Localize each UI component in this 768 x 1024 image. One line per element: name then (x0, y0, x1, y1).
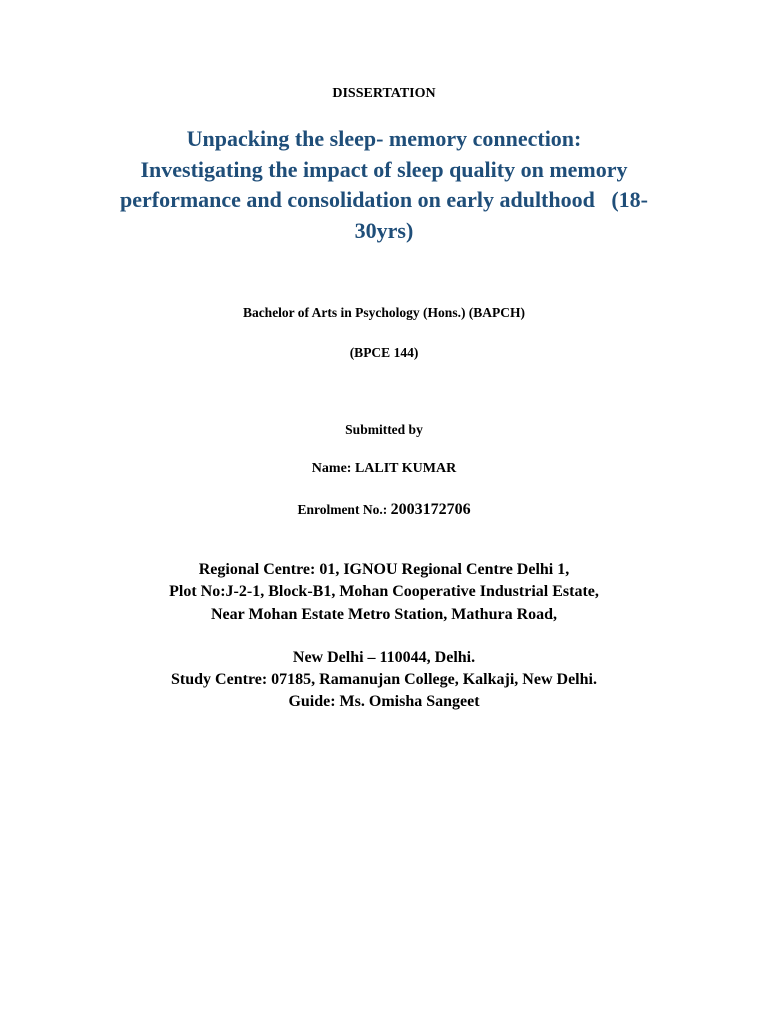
title-line-4: 30yrs) (354, 217, 414, 243)
address-line-3: Near Mohan Estate Metro Station, Mathura Road, (210, 606, 558, 623)
enrolment-number (0, 501, 768, 519)
title-line-1: Unpacking the sleep- memory connection: (186, 126, 582, 151)
address-line-1: Regional Centre: 01, IGNOU Regional Centre Delhi 1, (198, 561, 570, 578)
submitted-by-label: Submitted by (345, 422, 423, 437)
study-centre-line: Study Centre: 07185, Ramanujan College, Kalkaji, New Delhi. (171, 671, 597, 688)
course-code: (BPCE 144) (349, 345, 419, 360)
dissertation-title (70, 124, 698, 246)
document-type-heading: DISSERTATION (332, 86, 436, 101)
guide-line: Guide: Ms. Omisha Sangeet (288, 693, 480, 710)
enrolment-label: Enrolment No.: (297, 502, 391, 517)
address-line-2: Plot No:J-2-1, Block-B1, Mohan Cooperative Industrial Estate, (169, 583, 599, 600)
title-line-2: Investigating the impact of sleep quality on memory (140, 156, 628, 182)
student-name: Name: LALIT KUMAR (311, 461, 457, 476)
address-line-4: New Delhi – 110044, Delhi. (292, 649, 476, 666)
title-line-3: performance and consolidation on early adulthood (18- (119, 187, 649, 212)
degree-name: Bachelor of Arts in Psychology (Hons.) (BAPCH) (242, 305, 526, 320)
enrolment-value: 2003172706 (390, 501, 471, 518)
